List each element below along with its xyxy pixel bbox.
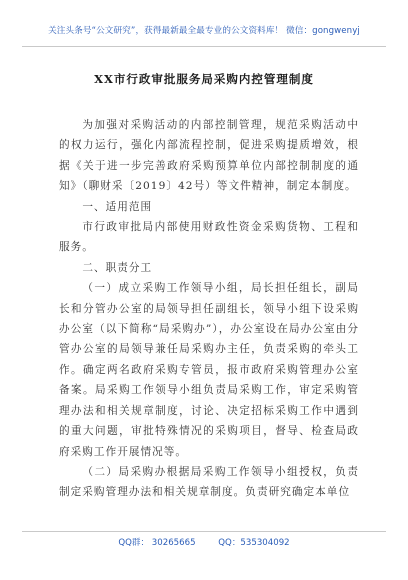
footer-contact: [0, 536, 408, 548]
section-heading-duties: 二、职责分工: [82, 261, 153, 274]
qq-number: QQ：535304092: [218, 538, 290, 548]
paragraph-duties-2: （二）局采购办根据局采购工作领导小组授权，负责制定采购管理办法和相关规章制度。负责研究确定本单位: [59, 465, 359, 499]
footer-divider: [22, 531, 386, 532]
document-body: [59, 115, 359, 503]
paragraph-duties-1: （一）成立采购工作领导小组，局长担任组长，副局长和分管办公室的局领导担任副组长，领导小组下设采购办公室（以下简称“局采购办”），办公室设在局办公室由分管办公室的局领导兼任局采购办主任，负责采购的牵头工作。确定两名政府采购专管员，报市政府采购管理办公室备案。局采购工作领导小组负责局采购工作，审定采购管理办法和相关规章制度，讨论、决定招标采购工作中遇到的重大问题，审批特殊情况的采购项目，督导、检查局政府采购工作开展情况等。: [59, 282, 359, 458]
header-divider: [22, 46, 386, 47]
header-note: 关注头条号“公文研究”，获得最新最全最专业的公文资料库！ 微信：gongwenyj: [48, 26, 360, 36]
paragraph-intro: 为加强对采购活动的内部控制管理，规范采购活动中的权力运行，强化内部流程控制，促进采购提质增效，根据《关于进一步完善政府采购预算单位内部控制制度的通知》（聊财采〔2019〕42号）等文件精神，制定本制度。: [59, 119, 359, 193]
qq-group: QQ群： 30265665: [118, 538, 196, 548]
document-title: XX市行政审批服务局采购内控管理制度: [94, 72, 314, 86]
section-heading-scope: 一、适用范围: [82, 200, 153, 213]
paragraph-scope: 市行政审批局内部使用财政性资金采购货物、工程和服务。: [59, 221, 359, 254]
